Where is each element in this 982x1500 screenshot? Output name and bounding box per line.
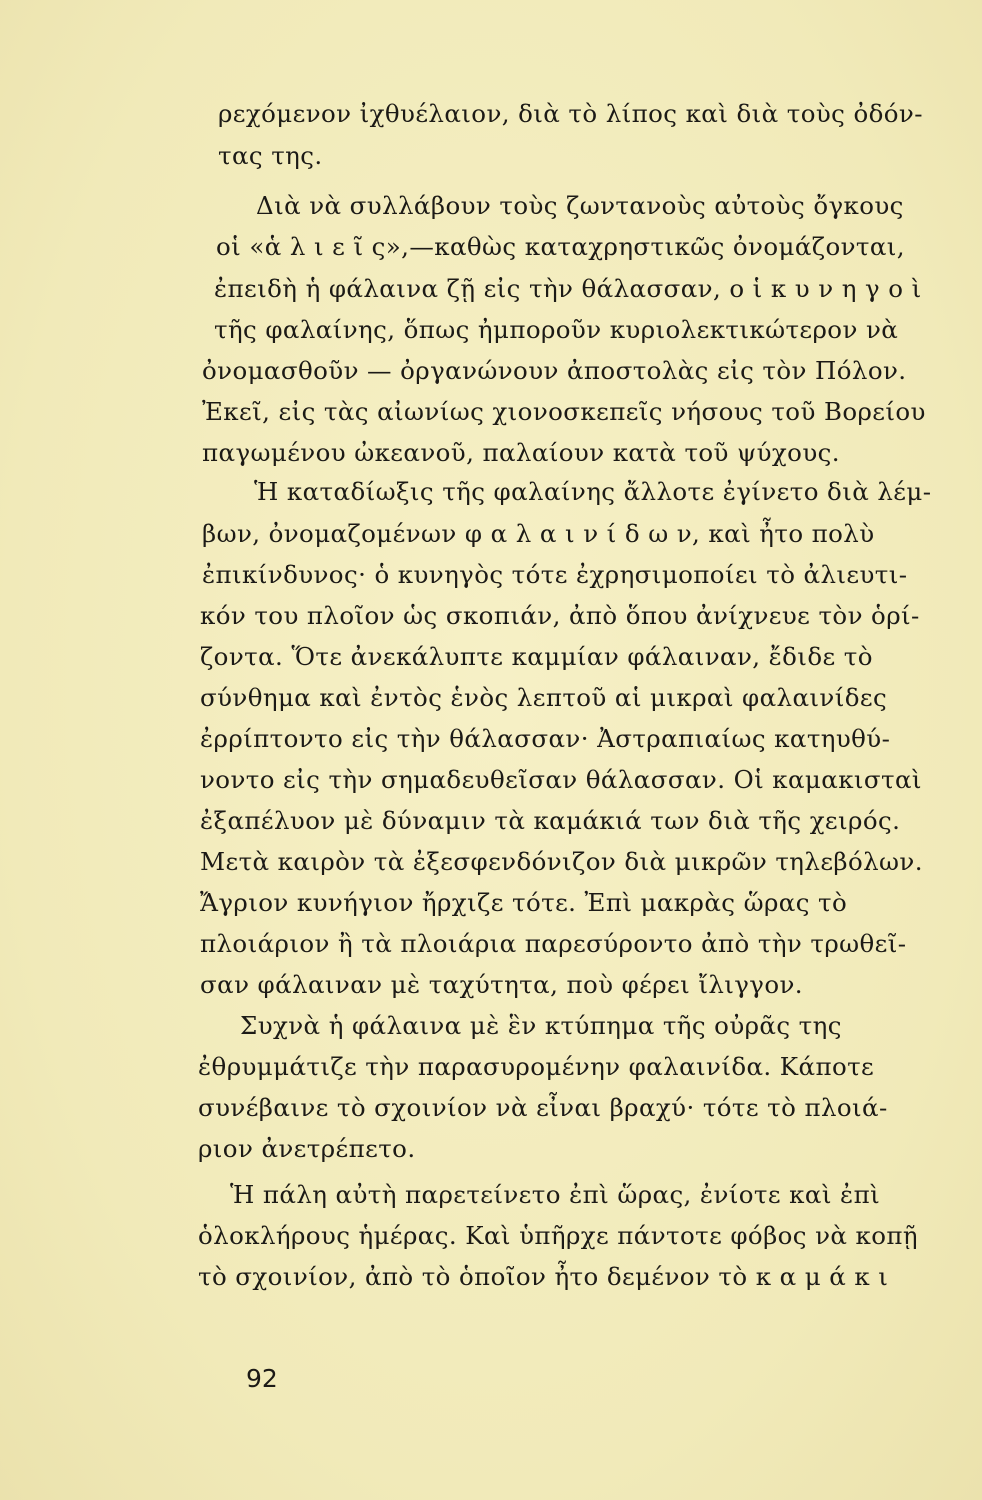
text-line: ἐπικίνδυνος· ὁ κυνηγὸς τότε ἐχρησιμοποίει τὸ ἀλιευτι- <box>202 560 908 589</box>
text-line: ἐπειδὴ ἡ φάλαινα ζῇ εἰς τὴν θάλασσαν, ο ἱ κ υ ν η γ ο ὶ <box>214 274 922 303</box>
text-line: νοντο εἰς τὴν σημαδευθεῖσαν θάλασσαν. Οἱ καμακισταὶ <box>200 765 922 794</box>
text-line: ριον ἀνετρέπετο. <box>198 1134 416 1163</box>
text-line: ζοντα. Ὅτε ἀνεκάλυπτε καμμίαν φάλαιναν, ἔδιδε τὸ <box>200 642 873 671</box>
text-line: παγωμένου ὠκεανοῦ, παλαίουν κατὰ τοῦ ψύχους. <box>202 438 840 467</box>
text-line: ὀνομασθοῦν — ὀργανώνουν ἀποστολὰς εἰς τὸν Πόλον. <box>202 356 907 385</box>
text-line: ρεχόμενον ἰχθυέλαιον, διὰ τὸ λίπος καὶ διὰ τοὺς ὀδόν- <box>218 99 923 128</box>
text-line: τῆς φαλαίνης, ὅπως ἠμποροῦν κυριολεκτικώτερον νὰ <box>214 315 899 344</box>
text-line: Μετὰ καιρὸν τὰ ἐξεσφενδόνιζον διὰ μικρῶν τηλεβόλων. <box>200 847 923 876</box>
text-line: Ἡ καταδίωξις τῆς φαλαίνης ἄλλοτε ἐγίνετο διὰ λέμ- <box>254 477 932 506</box>
text-line: Ἄγριον κυνήγιον ἤρχιζε τότε. Ἐπὶ μακρὰς ὥρας τὸ <box>200 888 848 917</box>
text-line: τας της. <box>218 141 323 170</box>
text-line: οἱ «ἁ λ ι ε ῖ ς»,—καθὼς καταχρηστικῶς ὀνομάζονται, <box>216 232 905 261</box>
text-line: βων, ὀνομαζομένων φ α λ α ι ν ί δ ω ν, καὶ ἦτο πολὺ <box>202 519 875 548</box>
text-line: σύνθημα καὶ ἐντὸς ἑνὸς λεπτοῦ αἱ μικραὶ φαλαινίδες <box>200 683 888 712</box>
text-line: ὁλοκλήρους ἡμέρας. Καὶ ὑπῆρχε πάντοτε φόβος νὰ κοπῇ <box>198 1221 918 1250</box>
text-line: Διὰ νὰ συλλάβουν τοὺς ζωντανοὺς αὐτοὺς ὄγκους <box>256 191 904 220</box>
text-line: συνέβαινε τὸ σχοινίον νὰ εἶναι βραχύ· τότε τὸ πλοιά- <box>198 1093 888 1122</box>
text-line: τὸ σχοινίον, ἀπὸ τὸ ὁποῖον ἦτο δεμένον τὸ κ α μ ά κ ι <box>198 1262 889 1291</box>
page-number: 92 <box>246 1364 278 1393</box>
text-line: Ἡ πάλη αὐτὴ παρετείνετο ἐπὶ ὥρας, ἐνίοτε καὶ ἐπὶ <box>230 1180 881 1209</box>
text-line: κόν του πλοῖον ὡς σκοπιάν, ἀπὸ ὅπου ἀνίχνευε τὸν ὁρί- <box>200 601 920 630</box>
text-line: Συχνὰ ἡ φάλαινα μὲ ἓν κτύπημα τῆς οὐρᾶς της <box>240 1011 842 1040</box>
text-line: πλοιάριον ἢ τὰ πλοιάρια παρεσύροντο ἀπὸ τὴν τρωθεῖ- <box>200 929 907 958</box>
text-line: σαν φάλαιναν μὲ ταχύτητα, ποὺ φέρει ἴλιγγον. <box>200 970 803 999</box>
text-line: Ἐκεῖ, εἰς τὰς αἰωνίως χιονοσκεπεῖς νήσους τοῦ Βορείου <box>202 397 926 426</box>
text-line: ἐρρίπτοντο εἰς τὴν θάλασσαν· Ἀστραπιαίως κατηυθύ- <box>200 724 891 753</box>
text-line: ἐθρυμμάτιζε τὴν παρασυρομένην φαλαινίδα. Κάποτε <box>198 1052 875 1081</box>
text-line: ἐξαπέλυον μὲ δύναμιν τὰ καμάκιά των διὰ τῆς χειρός. <box>200 806 901 835</box>
